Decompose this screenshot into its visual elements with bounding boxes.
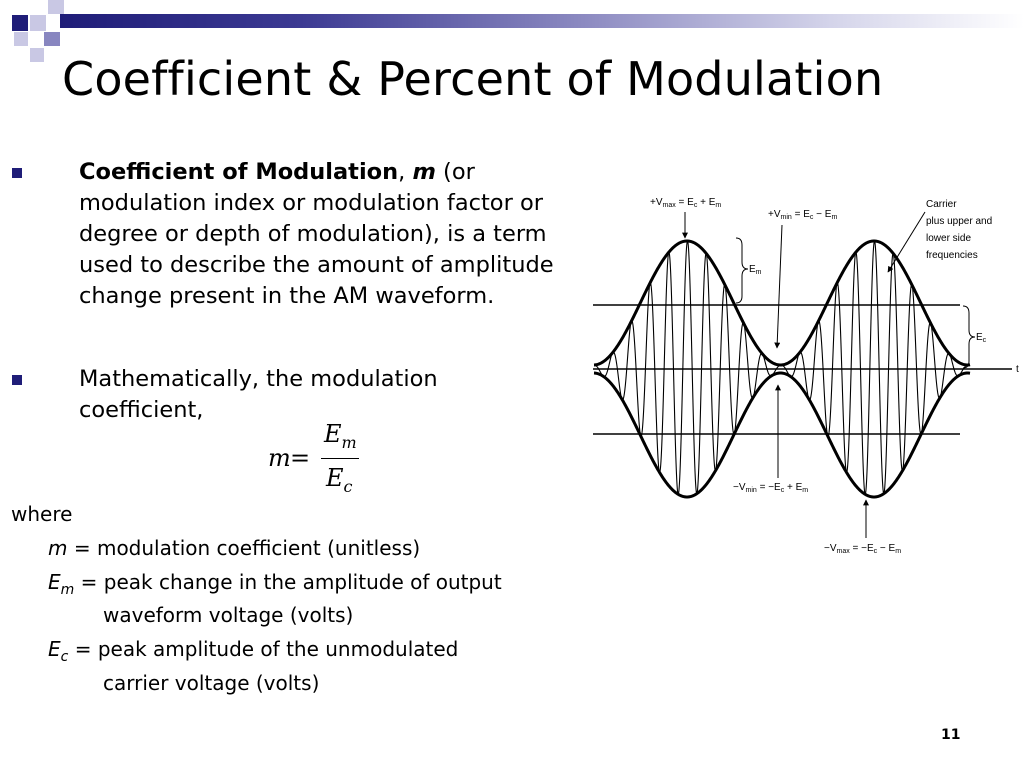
page-number: 11	[941, 727, 961, 743]
bullet-marker	[12, 168, 22, 178]
fraction-bar	[321, 458, 359, 459]
definition-m: m = modulation coefficient (unitless)	[48, 536, 421, 560]
m-variable: m	[412, 159, 436, 185]
vmax-pos-label: $+V_{max} = E_c + E_m$	[650, 197, 722, 209]
carrier-label-line-3: lower side	[926, 233, 972, 244]
lower-envelope	[594, 373, 970, 497]
formula-denominator: $E_c$	[326, 464, 353, 496]
formula-numerator: $E_m$	[324, 420, 357, 452]
bold-term: Coefficient of Modulation	[79, 159, 399, 185]
definition-em: $E_m$ = peak change in the amplitude of output	[48, 570, 502, 598]
formula-equals: =	[290, 444, 311, 472]
vmin-neg-label: $-V_{min} = -E_c + E_m$	[733, 482, 809, 494]
bullet-mathematically: Mathematically, the modulation coefficient,	[79, 366, 438, 423]
title-gradient-bar	[60, 14, 1024, 28]
definition-ec: $E_c$ = peak amplitude of the unmodulated	[48, 637, 459, 665]
carrier-label-line-2: plus upper and	[926, 216, 993, 227]
ec-brace	[963, 306, 975, 368]
where-label: where	[11, 502, 73, 526]
formula-lhs: m	[268, 444, 291, 472]
carrier-label-line-4: frequencies	[926, 250, 978, 261]
carrier-label-line-1: Carrier	[926, 199, 957, 210]
am-waveform-diagram	[590, 185, 1024, 565]
em-brace	[736, 238, 748, 303]
vmin-pos-arrow	[777, 225, 782, 348]
bullet-text: (or modulation index or modulation factor or degree or depth of modulation), is a term used to describe the amount of amplitude change present in the AM waveform.	[79, 159, 554, 309]
bullet-marker	[12, 375, 22, 385]
carrier-arrow	[888, 212, 925, 272]
slide-title: Coefficient & Percent of Modulation	[62, 52, 884, 106]
bullet-coefficient-definition: Coefficient of Modulation, m (or modulation index or modulation factor or degree or depth of modulation), is a term used to describe the amount of amplitude change present in the AM waveform.	[79, 159, 554, 309]
vmax-neg-label: $-V_{max} = -E_c - E_m$	[824, 543, 902, 555]
time-axis-label: t	[1016, 364, 1019, 375]
definition-ec-continuation: carrier voltage (volts)	[103, 671, 320, 695]
ec-label: $E_c$	[976, 332, 987, 344]
definition-em-continuation: waveform voltage (volts)	[103, 603, 354, 627]
em-label: $E_m$	[749, 264, 762, 276]
modulation-formula	[266, 420, 366, 500]
vmin-pos-label: $+V_{min} = E_c - E_m$	[768, 209, 838, 221]
